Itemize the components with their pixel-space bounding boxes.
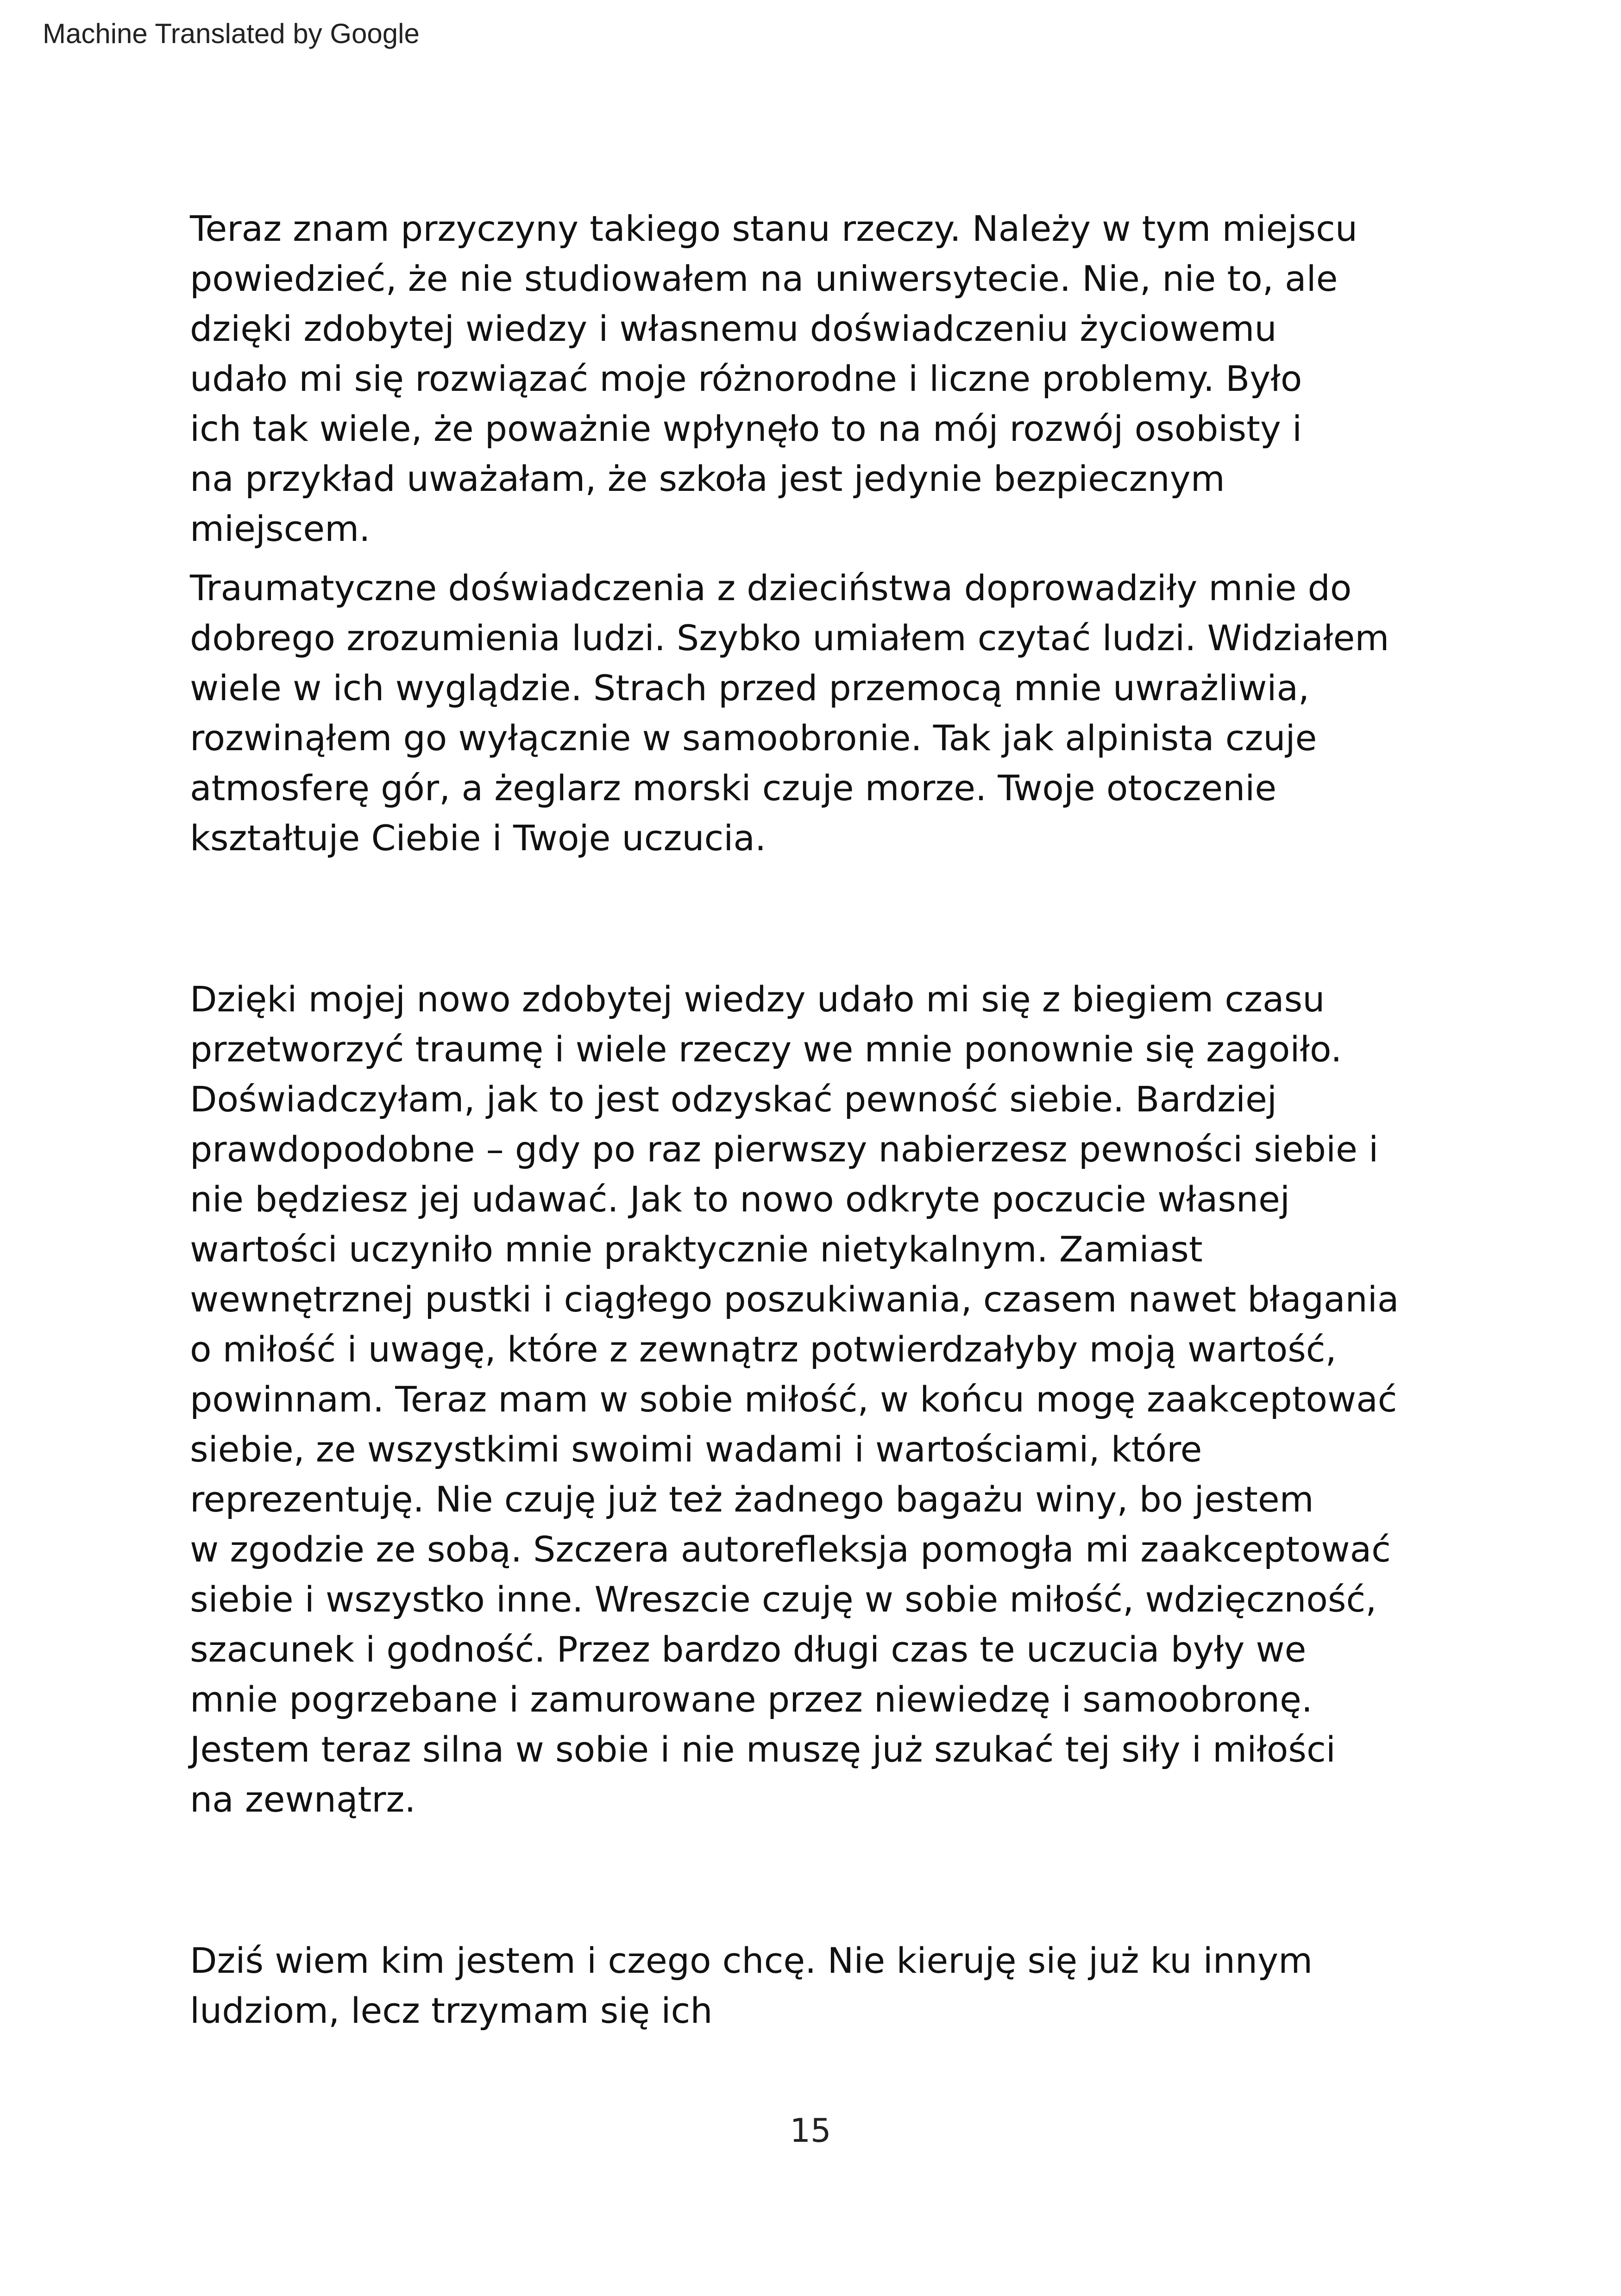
paragraph-4: [190, 1936, 1487, 2036]
text-line: w zgodzie ze sobą. Szczera autorefleksja pomogła mi zaakceptować: [190, 1529, 1391, 1570]
text-line: szacunek i godność. Przez bardzo długi czas te uczucia były we: [190, 1629, 1307, 1670]
paragraph-1: [190, 204, 1487, 554]
text-line: dobrego zrozumienia ludzi. Szybko umiałem czytać ludzi. Widziałem: [190, 617, 1389, 659]
text-line: Teraz znam przyczyny takiego stanu rzeczy. Należy w tym miejscu: [190, 208, 1358, 249]
text-line: o miłość i uwagę, które z zewnątrz potwierdzałyby moją wartość,: [190, 1329, 1337, 1370]
text-line: miejscem.: [190, 508, 371, 549]
machine-translation-watermark: Machine Translated by Google: [43, 18, 420, 49]
text-line: wiele w ich wyglądzie. Strach przed przemocą mnie uwrażliwia,: [190, 667, 1310, 709]
text-line: Traumatyczne doświadczenia z dzieciństwa doprowadziły mnie do: [190, 567, 1352, 609]
text-line: siebie, ze wszystkimi swoimi wadami i wartościami, które: [190, 1429, 1202, 1470]
text-line: dzięki zdobytej wiedzy i własnemu doświadczeniu życiowemu: [190, 308, 1277, 349]
text-line: atmosferę gór, a żeglarz morski czuje morze. Twoje otoczenie: [190, 767, 1277, 809]
page-body: [190, 204, 1487, 2036]
paragraph-spacer: [190, 554, 1487, 563]
paragraph-spacer: [190, 863, 1487, 974]
text-line: powiedzieć, że nie studiowałem na uniwersytecie. Nie, nie to, ale: [190, 258, 1338, 299]
text-line: ludziom, lecz trzymam się ich: [190, 1990, 713, 2031]
text-line: nie będziesz jej udawać. Jak to nowo odkryte poczucie własnej: [190, 1179, 1290, 1220]
text-line: mnie pogrzebane i zamurowane przez niewiedzę i samoobronę.: [190, 1679, 1313, 1720]
text-line: reprezentuję. Nie czuję już też żadnego bagażu winy, bo jestem: [190, 1479, 1314, 1520]
paragraph-spacer: [190, 1825, 1487, 1936]
text-line: powinnam. Teraz mam w sobie miłość, w końcu mogę zaakceptować: [190, 1379, 1397, 1420]
text-line: Doświadczyłam, jak to jest odzyskać pewność siebie. Bardziej: [190, 1079, 1277, 1120]
text-line: udało mi się rozwiązać moje różnorodne i liczne problemy. Było: [190, 358, 1302, 399]
text-line: wewnętrznej pustki i ciągłego poszukiwania, czasem nawet błagania: [190, 1279, 1399, 1320]
text-line: wartości uczyniło mnie praktycznie nietykalnym. Zamiast: [190, 1229, 1203, 1270]
text-line: przetworzyć traumę i wiele rzeczy we mnie ponownie się zagoiło.: [190, 1029, 1342, 1070]
text-line: Jestem teraz silna w sobie i nie muszę już szukać tej siły i miłości: [190, 1729, 1336, 1770]
text-line: siebie i wszystko inne. Wreszcie czuję w sobie miłość, wdzięczność,: [190, 1579, 1377, 1620]
text-line: kształtuje Ciebie i Twoje uczucia.: [190, 817, 767, 859]
text-line: Dzięki mojej nowo zdobytej wiedzy udało mi się z biegiem czasu: [190, 979, 1325, 1020]
paragraph-3: [190, 974, 1487, 1825]
text-line: na przykład uważałam, że szkoła jest jedynie bezpiecznym: [190, 458, 1225, 499]
text-line: prawdopodobne – gdy po raz pierwszy nabierzesz pewności siebie i: [190, 1129, 1379, 1170]
text-line: rozwinąłem go wyłącznie w samoobronie. Tak jak alpinista czuje: [190, 717, 1317, 759]
text-line: Dziś wiem kim jestem i czego chcę. Nie kieruję się już ku innym: [190, 1940, 1313, 1981]
paragraph-2: [190, 563, 1487, 863]
text-line: ich tak wiele, że poważnie wpłynęło to na mój rozwój osobisty i: [190, 408, 1302, 449]
text-line: na zewnątrz.: [190, 1779, 416, 1820]
page-number: 15: [790, 2112, 831, 2150]
